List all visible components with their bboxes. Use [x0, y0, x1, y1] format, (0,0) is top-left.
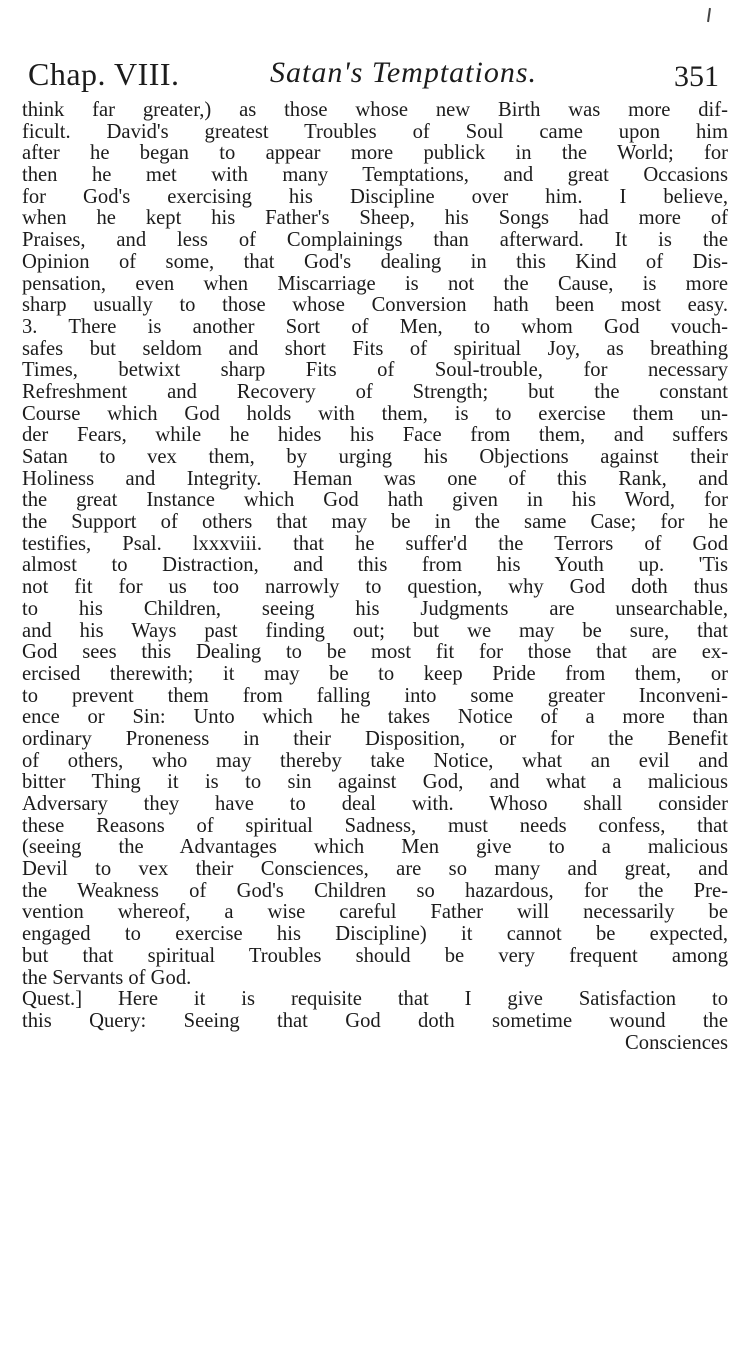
- chapter-heading: Chap. VIII.: [28, 56, 180, 92]
- text-line: this Query: Seeing that God doth sometime wound the: [22, 1009, 728, 1032]
- catchword: Consciences: [625, 1031, 728, 1054]
- text-line: testifies, Psal. lxxxviii. that he suffer'd the Terrors of God: [22, 532, 728, 555]
- running-title: Satan's Temptations.: [270, 56, 538, 89]
- text-line: ficult. David's greatest Troubles of Soul came upon him: [22, 120, 728, 143]
- body-text: [22, 100, 728, 1054]
- text-line: Adversary they have to deal with. Whoso shall consider: [22, 793, 728, 815]
- text-line: vention whereof, a wise careful Father will necessarily be: [22, 901, 728, 924]
- text-line: ordinary Proneness in their Disposition, or for the Benefit: [22, 727, 728, 750]
- text-line: the Support of others that may be in the same Case; for he: [22, 511, 728, 534]
- text-line: then he met with many Temptations, and great Occasions: [22, 164, 728, 187]
- text-line: sharp usually to those whose Conversion hath been most easy.: [22, 294, 728, 317]
- text-line: not fit for us too narrowly to question, why God doth thus: [22, 576, 728, 599]
- text-line: of others, who may thereby take Notice, what an evil and: [22, 749, 728, 772]
- text-line: Quest.] Here it is requisite that I give Satisfaction to: [22, 988, 728, 1011]
- text-line: der Fears, while he hides his Face from them, and suffers: [22, 424, 728, 447]
- text-line: to his Children, seeing his Judgments are unsearchable,: [22, 597, 728, 620]
- text-line: but that spiritual Troubles should be very frequent among: [22, 944, 728, 967]
- text-line: the Servants of God.: [22, 966, 192, 989]
- text-line: these Reasons of spiritual Sadness, must needs confess, that: [22, 814, 728, 837]
- text-line: almost to Distraction, and this from his Youth up. 'Tis: [22, 554, 728, 577]
- text-line: (seeing the Advantages which Men give to a malicious: [22, 836, 728, 859]
- text-line: 3. There is another Sort of Men, to whom God vouch-: [22, 315, 728, 338]
- text-line: Times, betwixt sharp Fits of Soul-trouble, for necessary: [22, 359, 728, 382]
- text-line: God sees this Dealing to be most fit for those that are ex-: [22, 641, 728, 664]
- text-line: for God's exercising his Discipline over him. I believe,: [22, 185, 728, 208]
- running-header: [20, 50, 725, 100]
- text-line: Course which God holds with them, is to exercise them un-: [22, 402, 728, 425]
- text-line: Praises, and less of Complainings than afterward. It is the: [22, 229, 728, 252]
- text-line: bitter Thing it is to sin against God, and what a malicious: [22, 771, 728, 794]
- text-line: Devil to vex their Consciences, are so many and great, and: [22, 858, 728, 881]
- page-number: 351: [674, 60, 719, 93]
- text-line: Holiness and Integrity. Heman was one of this Rank, and: [22, 467, 728, 490]
- text-line: pensation, even when Miscarriage is not the Cause, is more: [22, 272, 728, 295]
- text-line: think far greater,) as those whose new Birth was more dif-: [22, 99, 728, 121]
- text-line: after he began to appear more publick in the World; for: [22, 142, 728, 165]
- text-line: Satan to vex them, by urging his Objections against their: [22, 446, 728, 468]
- text-line: the Weakness of God's Children so hazardous, for the Pre-: [22, 879, 728, 902]
- text-line: safes but seldom and short Fits of spiritual Joy, as breathing: [22, 337, 728, 360]
- text-line: when he kept his Father's Sheep, his Songs had more of: [22, 207, 728, 230]
- text-line: to prevent them from falling into some greater Inconveni-: [22, 684, 728, 707]
- text-line: Refreshment and Recovery of Strength; but the constant: [22, 380, 728, 403]
- text-line: the great Instance which God hath given in his Word, for: [22, 489, 728, 512]
- text-line: and his Ways past finding out; but we may be sure, that: [22, 619, 728, 642]
- text-line: Opinion of some, that God's dealing in this Kind of Dis-: [22, 250, 728, 273]
- text-line: engaged to exercise his Discipline) it cannot be expected,: [22, 923, 728, 946]
- margin-mark: [707, 8, 711, 22]
- text-line: ence or Sin: Unto which he takes Notice of a more than: [22, 706, 728, 729]
- text-line: ercised therewith; it may be to keep Pride from them, or: [22, 662, 728, 685]
